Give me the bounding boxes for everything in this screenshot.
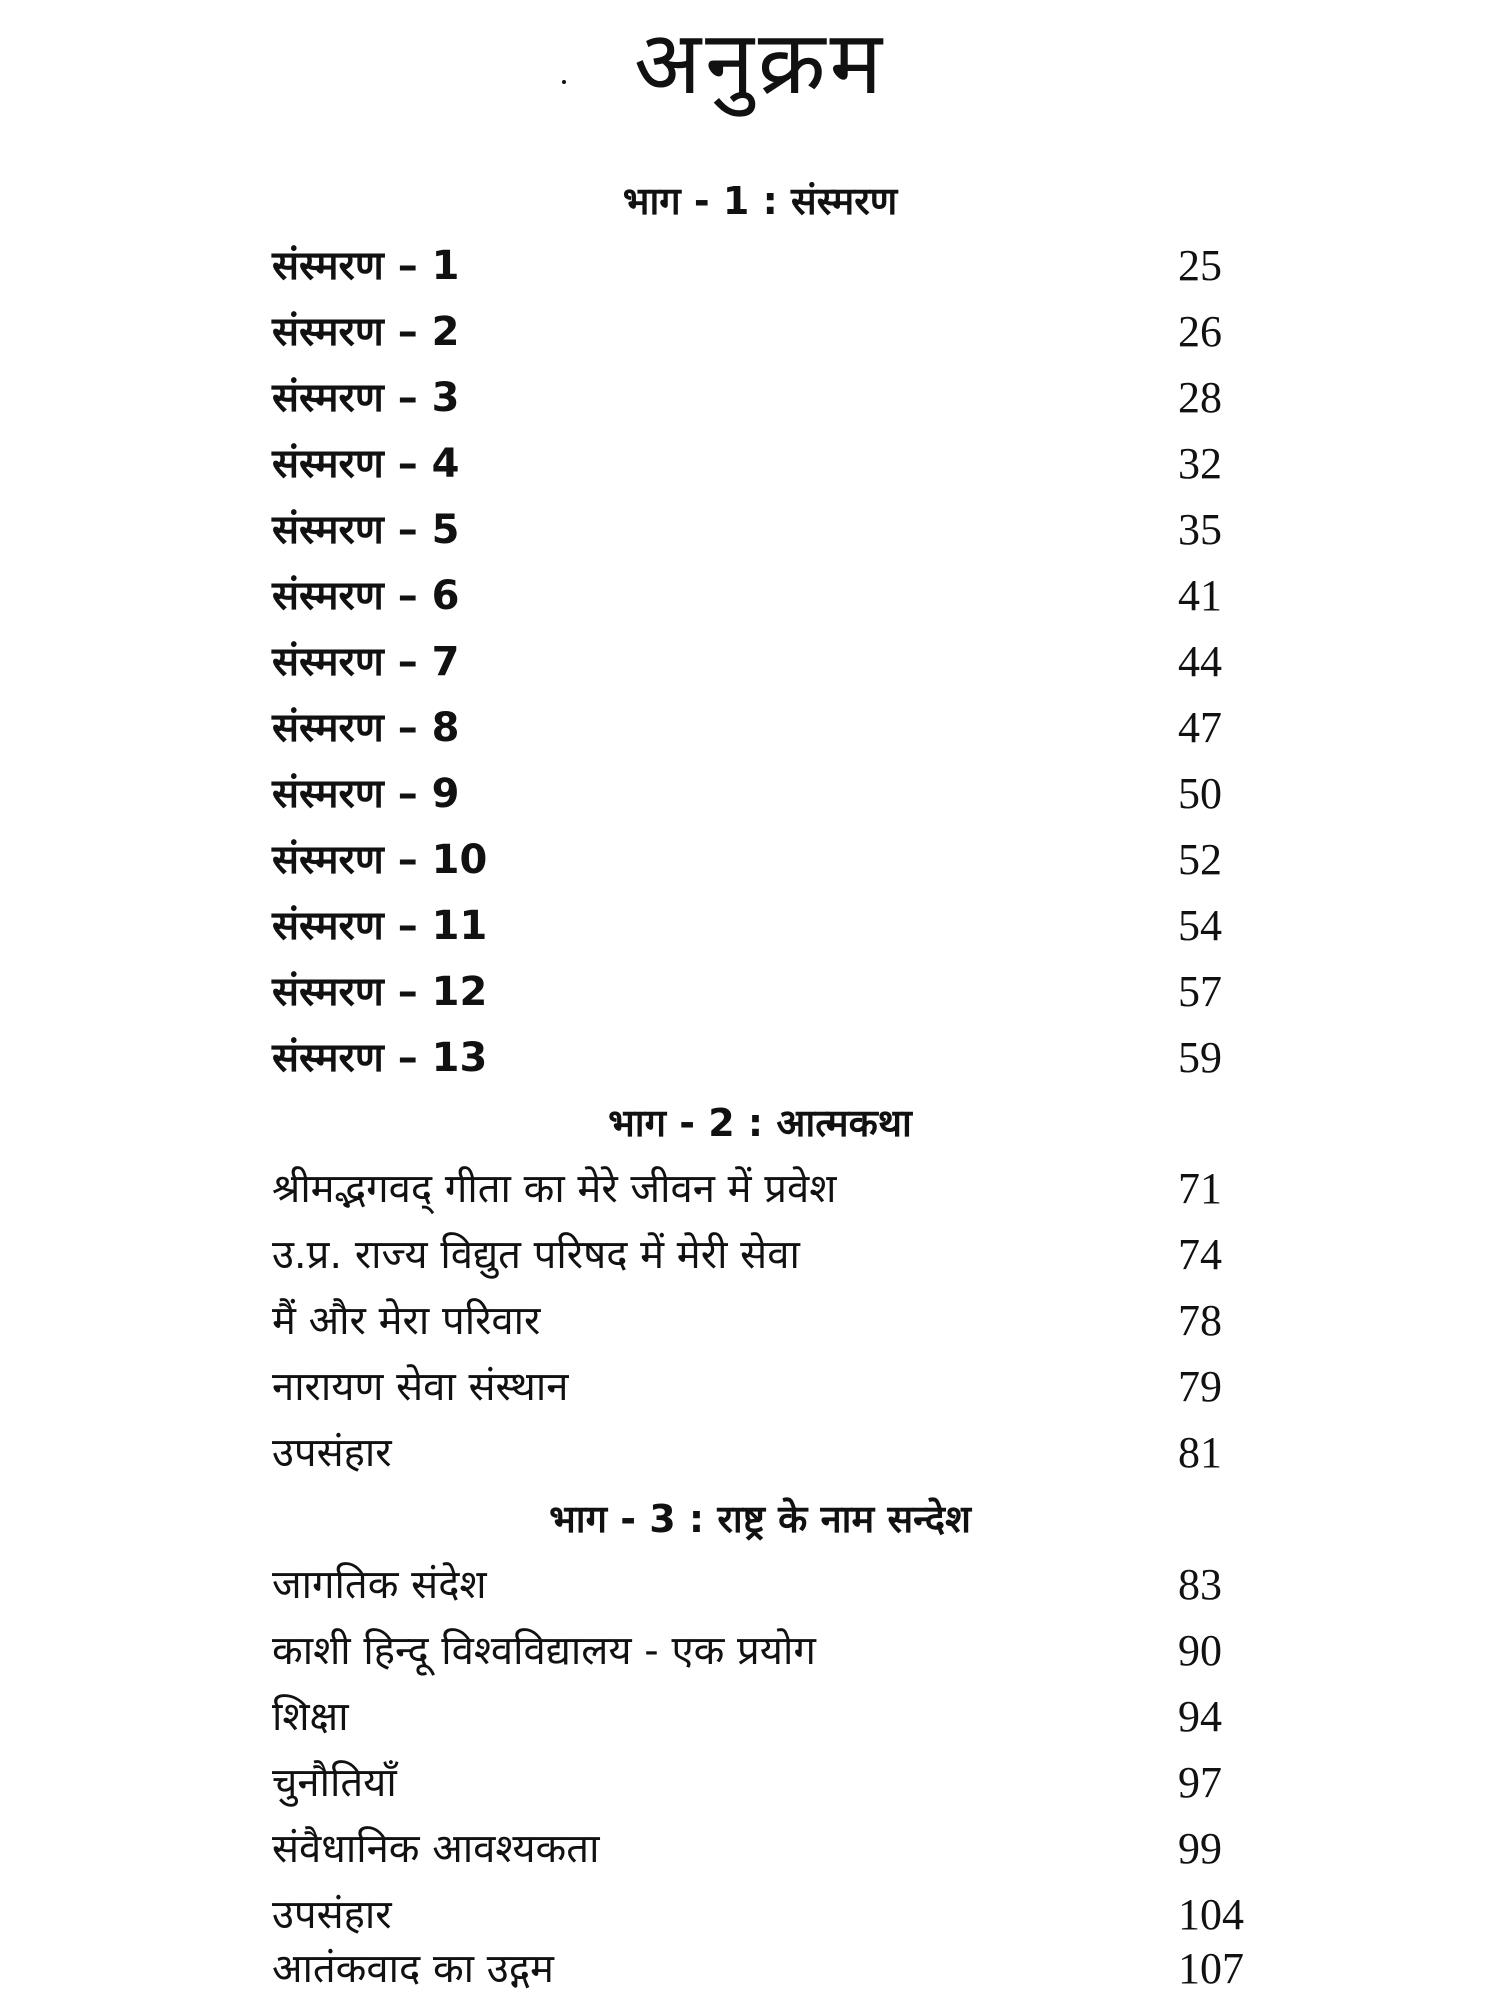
entry-page: 107 <box>1178 1944 1244 1993</box>
toc-entry <box>272 1554 1272 1616</box>
toc-entry <box>272 499 1272 561</box>
entry-page: 25 <box>1178 241 1222 290</box>
entry-page: 50 <box>1178 769 1222 818</box>
toc-entry <box>272 1027 1272 1089</box>
toc-entry <box>272 1290 1272 1352</box>
entry-page: 71 <box>1178 1164 1222 1213</box>
entry-title: संस्मरण – 1 <box>272 243 460 289</box>
entry-page: 83 <box>1178 1560 1222 1609</box>
entry-title: संवैधानिक आवश्यकता <box>272 1826 600 1872</box>
entry-page: 78 <box>1178 1296 1222 1345</box>
toc-entry <box>272 1356 1272 1418</box>
entry-page: 47 <box>1178 703 1222 752</box>
entry-page: 59 <box>1178 1033 1222 1082</box>
toc-entry <box>272 1158 1272 1220</box>
entry-title: शिक्षा <box>272 1694 349 1740</box>
entry-title: आतंकवाद का उद्गम <box>272 1946 554 1992</box>
toc-entry <box>272 961 1272 1023</box>
entry-page: 57 <box>1178 967 1222 1016</box>
entry-title: संस्मरण – 7 <box>272 639 460 685</box>
toc-entry <box>272 1818 1272 1880</box>
entry-title: संस्मरण – 6 <box>272 573 460 619</box>
toc-entry <box>272 697 1272 759</box>
entry-page: 54 <box>1178 901 1222 950</box>
toc-entry <box>272 565 1272 627</box>
entry-title: जागतिक संदेश <box>272 1562 487 1608</box>
entry-page: 90 <box>1178 1626 1222 1675</box>
section-heading-part-3: भाग - 3 : राष्ट्र के नाम सन्देश <box>549 1497 971 1541</box>
toc-entry <box>272 1620 1272 1682</box>
entry-title: संस्मरण – 13 <box>272 1035 488 1081</box>
entry-page: 26 <box>1178 307 1222 356</box>
toc-entry <box>272 1686 1272 1748</box>
entry-page: 94 <box>1178 1692 1222 1741</box>
toc-entry <box>272 763 1272 825</box>
toc-entry <box>272 367 1272 429</box>
entry-title: उपसंहार <box>272 1892 392 1938</box>
section-heading-part-2: भाग - 2 : आत्मकथा <box>608 1101 912 1145</box>
toc-entry <box>272 1752 1272 1814</box>
entry-page: 97 <box>1178 1758 1222 1807</box>
toc-entry <box>272 895 1272 957</box>
entry-title: उपसंहार <box>272 1430 392 1476</box>
entry-title: चुनौतियाँ <box>272 1760 397 1806</box>
entry-title: संस्मरण – 12 <box>272 969 488 1015</box>
entry-title: संस्मरण – 8 <box>272 705 460 751</box>
entry-title: श्रीमद्भगवद् गीता का मेरे जीवन में प्रवेश <box>272 1166 837 1212</box>
entry-title: संस्मरण – 5 <box>272 507 460 553</box>
entry-title: संस्मरण – 4 <box>272 441 460 487</box>
entry-title: संस्मरण – 3 <box>272 375 460 421</box>
entry-page: 74 <box>1178 1230 1222 1279</box>
entry-page: 41 <box>1178 571 1222 620</box>
section-heading-part-1: भाग - 1 : संस्मरण <box>622 179 898 223</box>
entry-page: 32 <box>1178 439 1222 488</box>
entry-title: संस्मरण – 2 <box>272 309 460 355</box>
entry-title: संस्मरण – 10 <box>272 837 488 883</box>
toc-entry <box>272 1884 1272 1946</box>
entry-page: 81 <box>1178 1428 1222 1477</box>
toc-entry <box>272 301 1272 363</box>
toc-entry <box>272 1224 1272 1286</box>
toc-entry <box>272 433 1272 495</box>
toc-entry <box>272 235 1272 297</box>
entry-title: संस्मरण – 11 <box>272 903 488 949</box>
entry-title: उ.प्र. राज्य विद्युत परिषद में मेरी सेवा <box>272 1232 800 1278</box>
toc-entry <box>272 829 1272 891</box>
entry-page: 44 <box>1178 637 1222 686</box>
page-title: अनुक्रम <box>633 11 887 114</box>
entry-page: 99 <box>1178 1824 1222 1873</box>
entry-page: 35 <box>1178 505 1222 554</box>
entry-title: संस्मरण – 9 <box>272 771 460 817</box>
toc-entry <box>272 631 1272 693</box>
entry-title: नारायण सेवा संस्थान <box>272 1364 569 1410</box>
toc-entry <box>272 1938 1272 2000</box>
entry-title: मैं और मेरा परिवार <box>272 1298 541 1344</box>
entry-page: 104 <box>1178 1890 1244 1939</box>
entry-page: 28 <box>1178 373 1222 422</box>
toc-entry <box>272 1422 1272 1484</box>
entry-page: 79 <box>1178 1362 1222 1411</box>
entry-page: 52 <box>1178 835 1222 884</box>
entry-title: काशी हिन्दू विश्वविद्यालय - एक प्रयोग <box>272 1628 816 1674</box>
